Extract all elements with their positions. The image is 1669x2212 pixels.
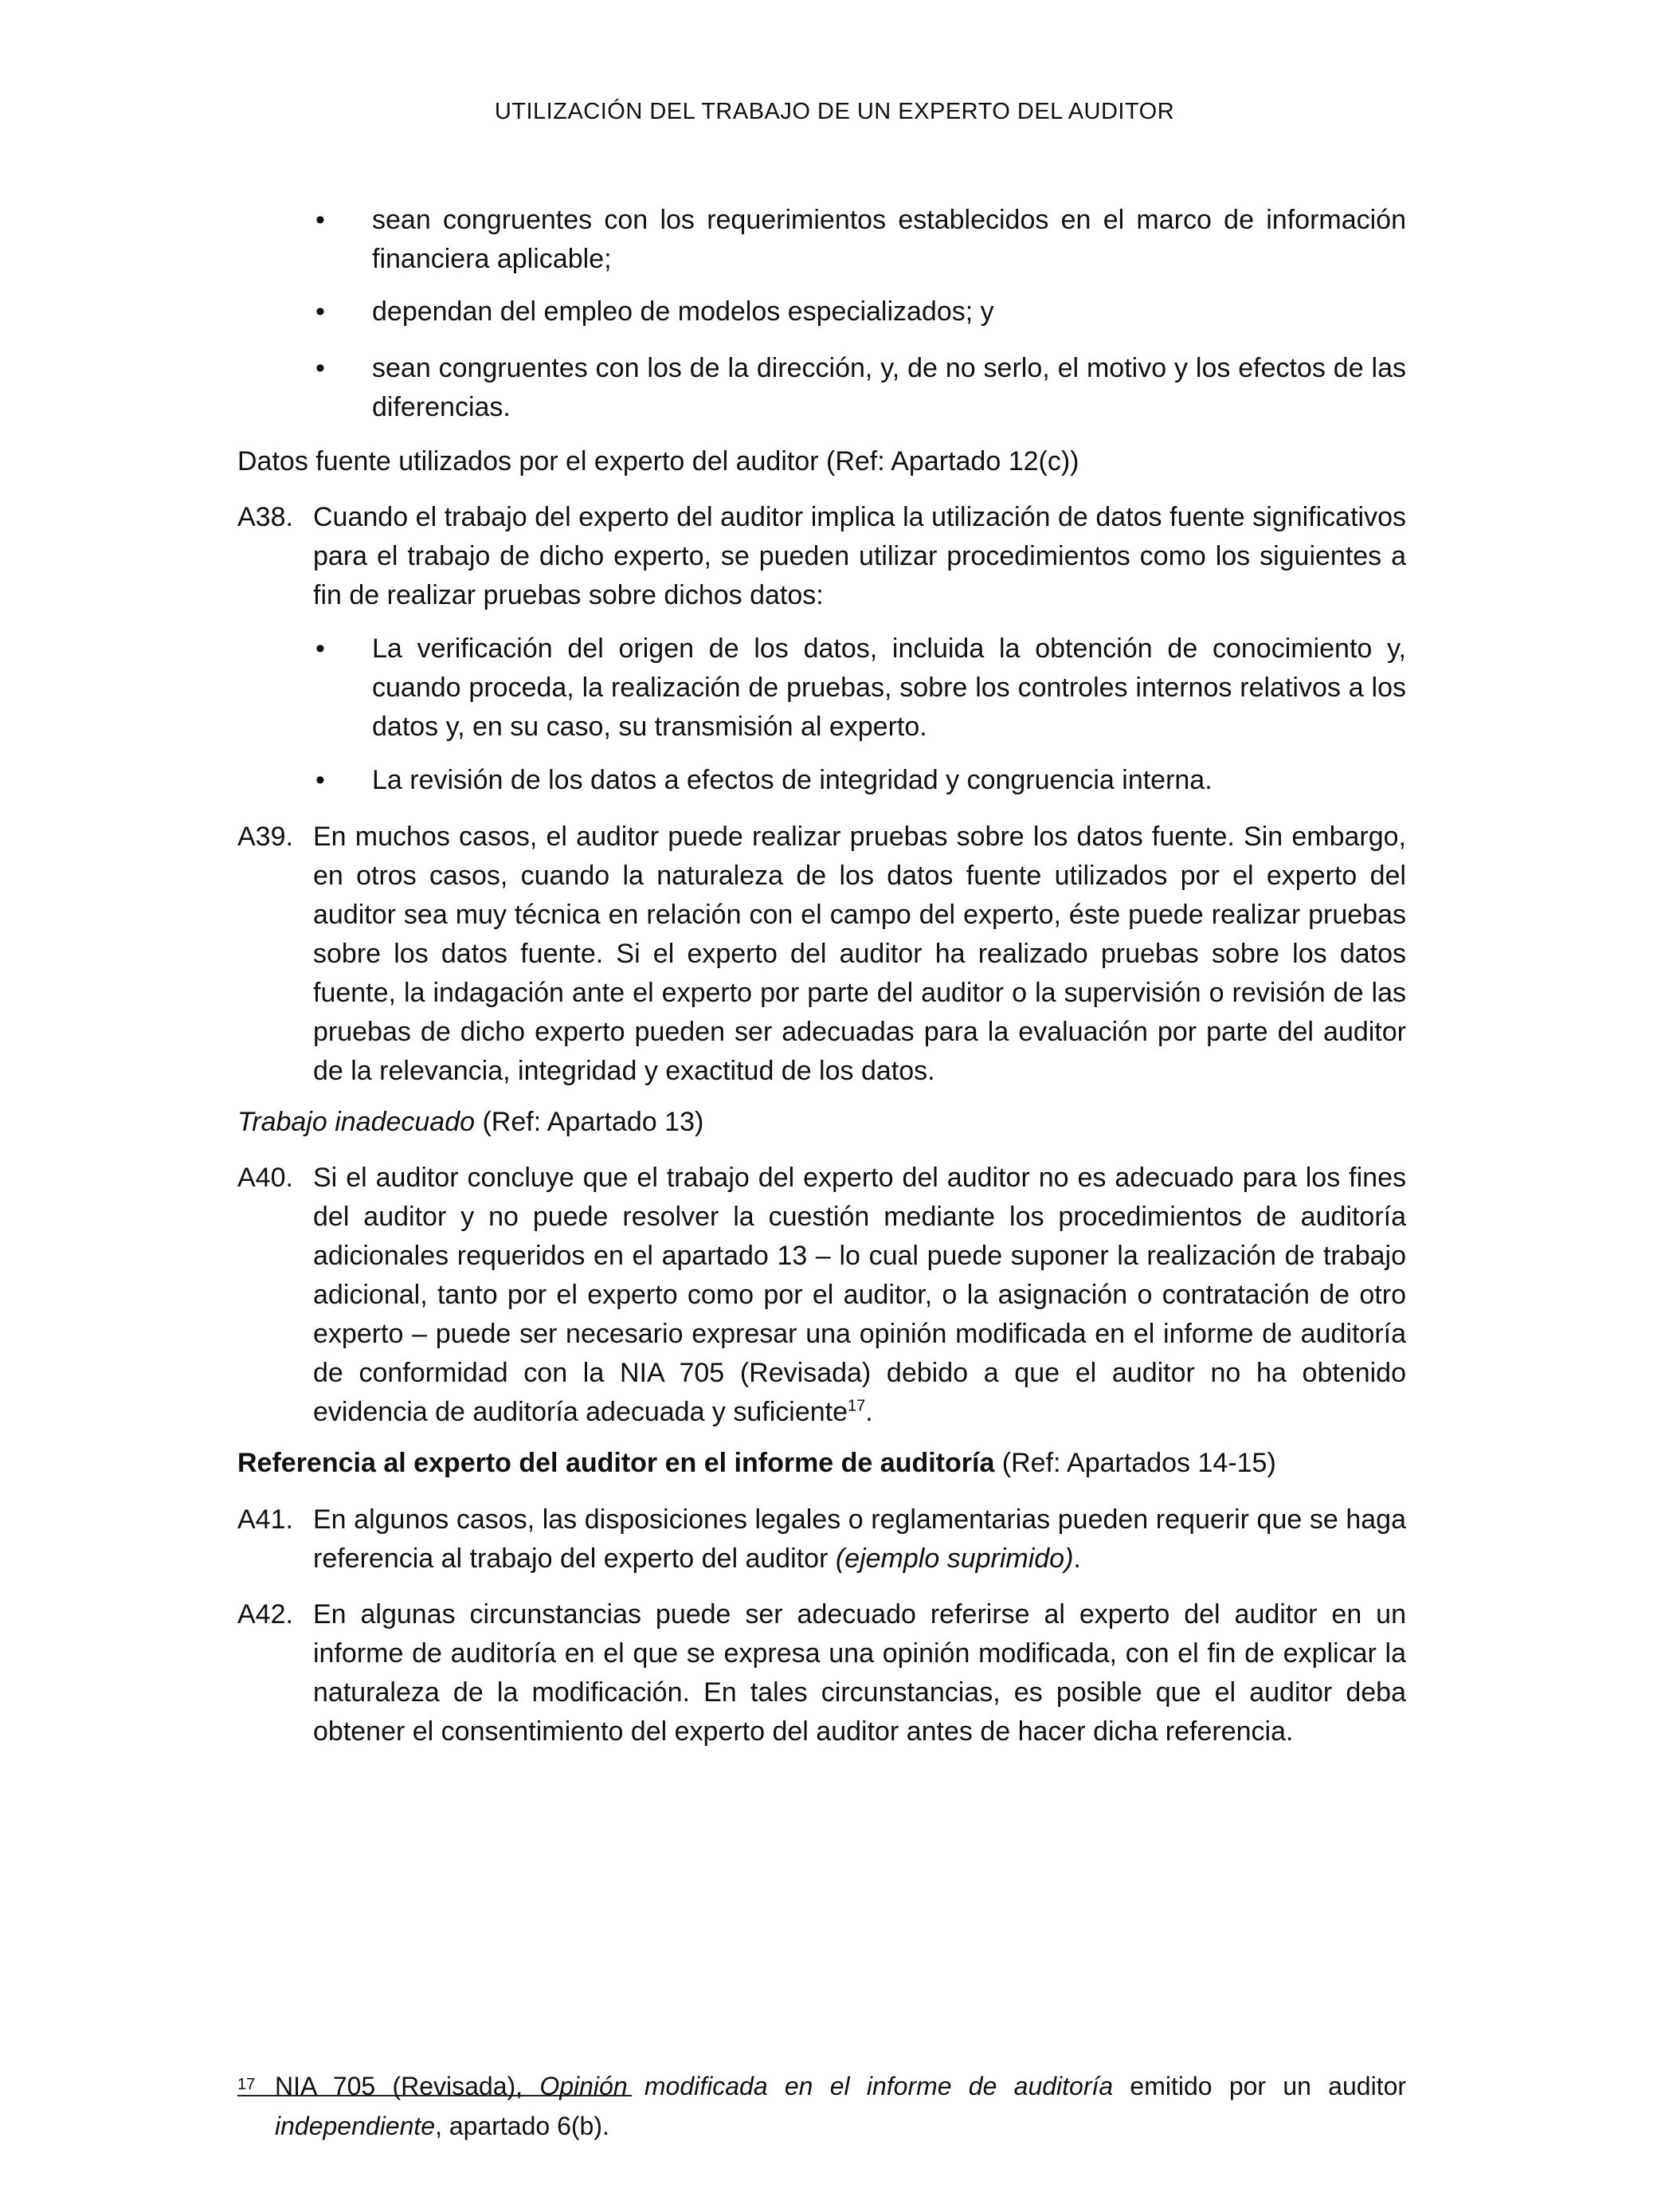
footnote-part: NIA 705 (Revisada), [275, 2072, 540, 2100]
footnote-italic: Opinión modificada en el informe de auditoría [539, 2072, 1114, 2100]
bullet-marker: • [315, 765, 325, 795]
footnote-part: emitido por un auditor [1113, 2072, 1407, 2100]
bullet-marker: • [315, 296, 325, 327]
paragraph-end: . [1073, 1543, 1081, 1574]
paragraph-a42: En algunas circunstancias puede ser adecuado referirse al experto del auditor en un informe de auditoría en el que se expresa una opinión modificada, con el fin de explicar la naturaleza de la modificación. En tales circunstancias, es posible que el auditor deba obtener el consentimiento del experto del auditor antes de hacer dicha referencia. [313, 1599, 1406, 1747]
paragraph-end: . [865, 1397, 873, 1427]
list-item: La revisión de los datos a efectos de integridad y congruencia interna. [372, 765, 1213, 795]
paragraph-number: A40. [237, 1163, 293, 1193]
section-heading-datos-fuente: Datos fuente utilizados por el experto del auditor (Ref: Apartado 12(c)) [237, 446, 1079, 477]
footnote-italic: independiente [275, 2112, 436, 2140]
list-item: La verificación del origen de los datos, incluida la obtención de conocimiento y, cuando proceda, la realización de pruebas, sobre los controles internos relativos a los datos y, en su caso, su transmisión al experto. [372, 633, 1406, 742]
paragraph-number: A39. [237, 822, 293, 852]
paragraph-number: A42. [237, 1599, 293, 1630]
heading-italic: Trabajo inadecuado [237, 1107, 476, 1137]
section-heading-referencia [237, 1444, 1406, 1483]
footnote-reference: 17 [848, 1397, 866, 1415]
paragraph-a41 [313, 1500, 1406, 1579]
paragraph-text: En algunos casos, las disposiciones legales o reglamentarias pueden requerir que se haga referencia al trabajo del experto del auditor [313, 1504, 1406, 1574]
footnote-number: 17 [237, 2076, 256, 2093]
list-item: sean congruentes con los requerimientos establecidos en el marco de información financiera aplicable; [372, 205, 1406, 274]
paragraph-a38: Cuando el trabajo del experto del auditor implica la utilización de datos fuente significativos para el trabajo de dicho experto, se pueden utilizar procedimientos como los siguientes a fin de realizar pruebas sobre dichos datos: [313, 502, 1406, 610]
paragraph-a39: En muchos casos, el auditor puede realizar pruebas sobre los datos fuente. Sin embargo, en otros casos, cuando la naturaleza de los datos fuente utilizados por el experto del auditor sea muy técnica en relación con el campo del experto, éste puede realizar pruebas sobre los datos fuente. Si el experto del auditor ha realizado pruebas sobre los datos fuente, la indagación ante el experto por parte del auditor o la supervisión o revisión de las pruebas de dicho experto pueden ser adecuadas para la evaluación por parte del auditor de la relevancia, integridad y exactitud de los datos. [313, 822, 1406, 1086]
bullet-marker: • [315, 205, 325, 235]
heading-ref: (Ref: Apartados 14-15) [994, 1448, 1276, 1478]
paragraph-italic: (ejemplo suprimido) [835, 1543, 1074, 1574]
section-heading-trabajo-inadecuado [237, 1103, 1406, 1142]
list-item: sean congruentes con los de la dirección, y, de no serlo, el motivo y los efectos de las diferencias. [372, 353, 1406, 422]
paragraph-number: A41. [237, 1504, 293, 1535]
paragraph-number: A38. [237, 502, 293, 532]
paragraph-text: Si el auditor concluye que el trabajo del experto del auditor no es adecuado para los fines del auditor y no puede resolver la cuestión mediante los procedimientos de auditoría adicionales requeridos en el apartado 13 – lo cual puede suponer la realización de trabajo adicional, tanto por el experto como por el auditor, o la asignación o contratación de otro experto – puede ser necesario expresar una opinión modificada en el informe de auditoría de conformidad con la NIA 705 (Revisada) debido a que el auditor no ha obtenido evidencia de auditoría adecuada y suficiente [313, 1163, 1406, 1427]
bullet-marker: • [315, 353, 325, 383]
footnote-text [275, 2066, 1406, 2146]
bullet-marker: • [315, 633, 325, 664]
footnote-part: , apartado 6(b). [435, 2112, 609, 2140]
page-header: UTILIZACIÓN DEL TRABAJO DE UN EXPERTO DEL AUDITOR [494, 99, 1175, 124]
heading-ref: (Ref: Apartado 13) [475, 1107, 704, 1137]
heading-bold: Referencia al experto del auditor en el informe de auditoría [237, 1448, 995, 1478]
paragraph-a40 [313, 1159, 1406, 1432]
list-item: dependan del empleo de modelos especializados; y [372, 296, 994, 327]
